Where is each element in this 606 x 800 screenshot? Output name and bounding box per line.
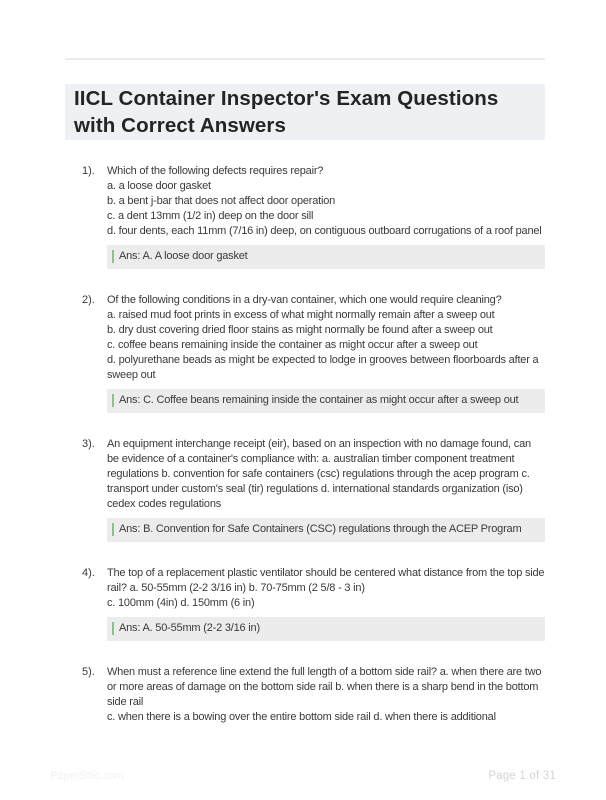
question-text-line: When must a reference line extend the full length of a bottom side rail? a. when there are two or more areas of damage on the bottom side rail b. when there is a sharp bend in the bottom side rail bbox=[107, 666, 542, 708]
question-body bbox=[107, 293, 545, 413]
question-1 bbox=[82, 164, 545, 269]
answer-text: Ans: C. Coffee beans remaining inside the container as might occur after a sweep out bbox=[119, 394, 519, 406]
question-text-line: c. 100mm (4in) d. 150mm (6 in) bbox=[107, 597, 255, 609]
page-title: IICL Container Inspector's Exam Questions with Correct Answers bbox=[65, 84, 545, 140]
answer-text: Ans: B. Convention for Safe Containers (CSC) regulations through the ACEP Program bbox=[119, 523, 522, 535]
question-text-line: c. when there is a bowing over the entire bottom side rail d. when there is additional bbox=[107, 711, 496, 723]
answer-marker-icon bbox=[112, 523, 114, 536]
answer-highlight bbox=[107, 245, 545, 269]
question-number: 1). bbox=[82, 165, 95, 177]
question-number: 5). bbox=[82, 666, 95, 678]
question-text-line: Of the following conditions in a dry-van container, which one would require cleaning? bbox=[107, 294, 502, 306]
footer-watermark: PaperStlic.com bbox=[50, 770, 124, 782]
answer-highlight bbox=[107, 617, 545, 641]
question-number: 4). bbox=[82, 567, 95, 579]
question-text-line: a. raised mud foot prints in excess of what might normally remain after a sweep out bbox=[107, 309, 495, 321]
question-text-line: The top of a replacement plastic ventilator should be centered what distance from the top side rail? a. 50-55mm (2-2 3/16 in) b. 70-75mm (2 5/8 - 3 in) bbox=[107, 567, 545, 594]
question-body bbox=[107, 665, 545, 725]
question-body bbox=[107, 566, 545, 641]
question-5 bbox=[82, 665, 545, 725]
answer-text: Ans: A. 50-55mm (2-2 3/16 in) bbox=[119, 622, 260, 634]
question-body bbox=[107, 437, 545, 542]
question-text-line: c. coffee beans remaining inside the container as might occur after a sweep out bbox=[107, 339, 478, 351]
question-text-line: Which of the following defects requires repair? bbox=[107, 165, 324, 177]
answer-marker-icon bbox=[112, 622, 114, 635]
question-3 bbox=[82, 437, 545, 542]
question-2 bbox=[82, 293, 545, 413]
question-text-line: b. a bent j-bar that does not affect door operation bbox=[107, 195, 336, 207]
question-number: 2). bbox=[82, 294, 95, 306]
question-text-line: An equipment interchange receipt (eir), based on an inspection with no damage found, can be evidence of a container's compliance with: a. australian timber component treatment regulations b. convention for safe containers (csc) regulations through the acep program c. transport under custom's seal (tir) regulations d. international standards organization (iso) cedex codes regulations bbox=[107, 438, 531, 510]
questions-list bbox=[65, 164, 545, 725]
top-divider bbox=[65, 58, 545, 60]
question-text-line: d. polyurethane beads as might be expected to lodge in grooves between floorboards after a sweep out bbox=[107, 354, 539, 381]
answer-highlight bbox=[107, 518, 545, 542]
answer-marker-icon bbox=[112, 394, 114, 407]
footer-page-indicator: Page 1 of 31 bbox=[488, 770, 556, 782]
question-text-line: a. a loose door gasket bbox=[107, 180, 211, 192]
answer-marker-icon bbox=[112, 250, 114, 263]
answer-text: Ans: A. A loose door gasket bbox=[119, 250, 248, 262]
question-body bbox=[107, 164, 545, 269]
question-text-line: c. a dent 13mm (1/2 in) deep on the door sill bbox=[107, 210, 314, 222]
question-4 bbox=[82, 566, 545, 641]
answer-highlight bbox=[107, 389, 545, 413]
question-number: 3). bbox=[82, 438, 95, 450]
question-text-line: b. dry dust covering dried floor stains as might normally be found after a sweep out bbox=[107, 324, 493, 336]
question-text-line: d. four dents, each 11mm (7/16 in) deep, on contiguous outboard corrugations of a roof panel bbox=[107, 225, 542, 237]
